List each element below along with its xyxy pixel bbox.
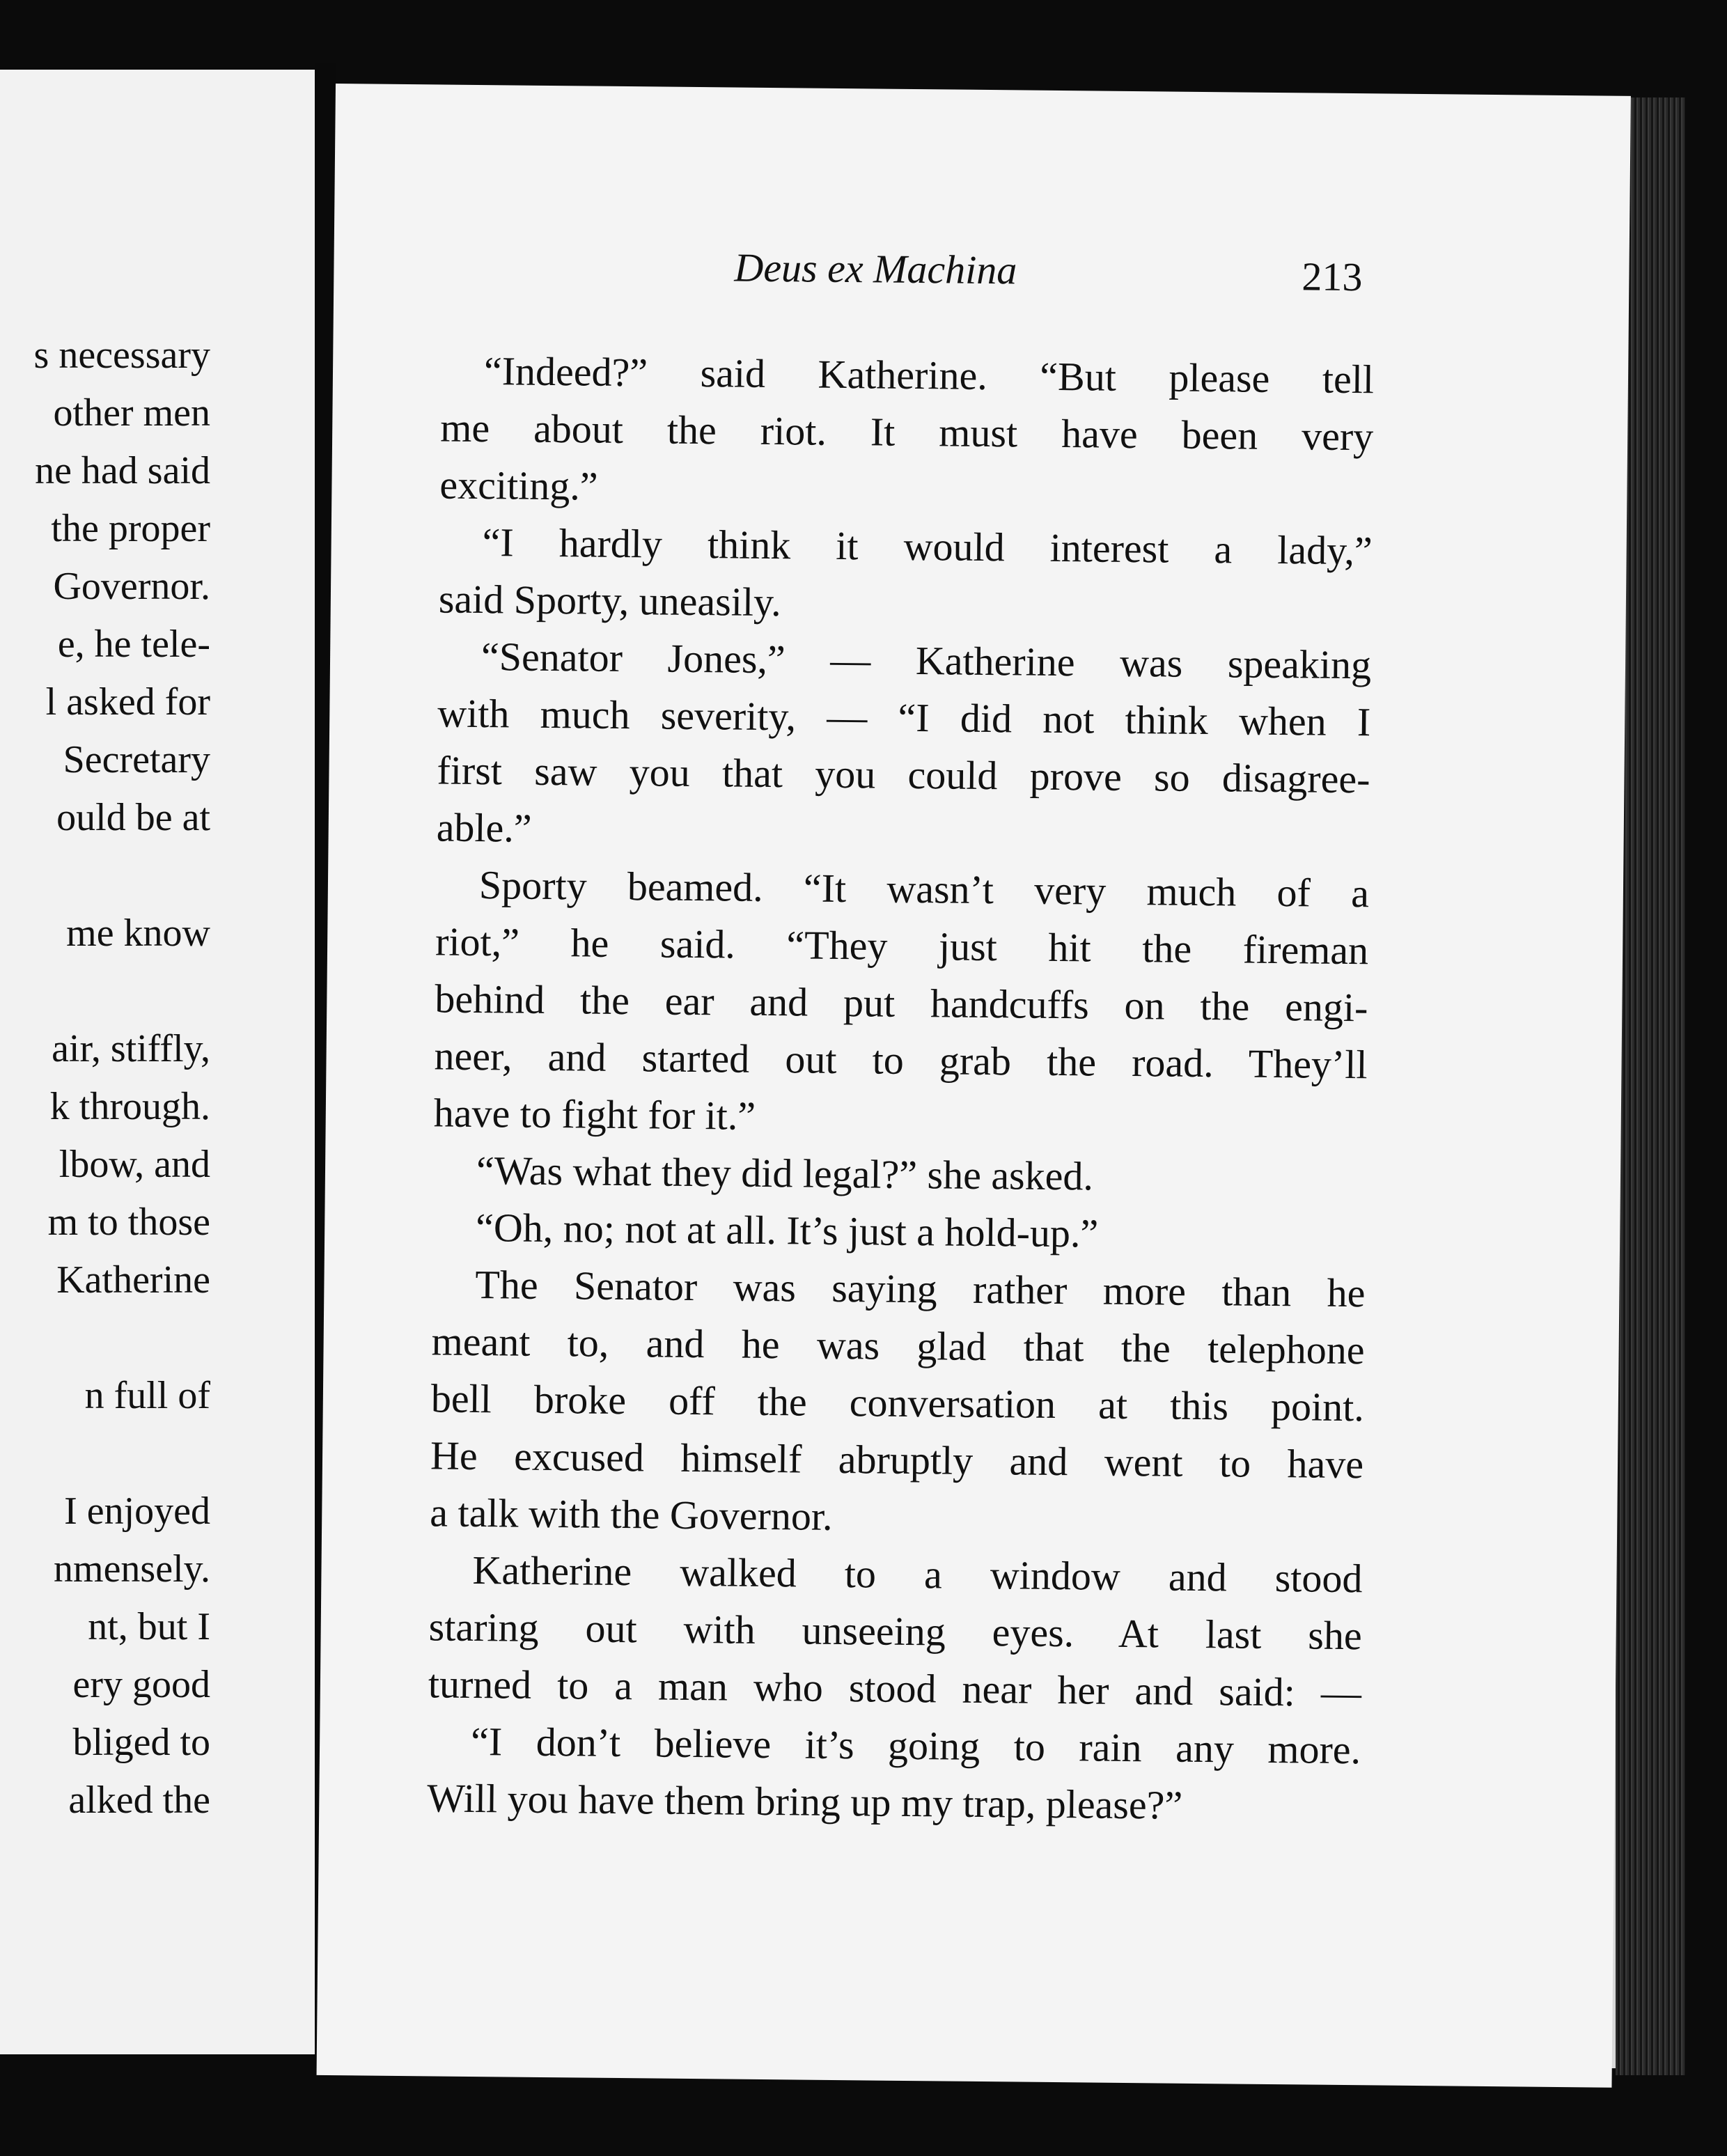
text-line: “Oh, no; not at all. It’s just a hold-up.” [475,1205,1099,1256]
left-page-line: Governor. [53,565,210,608]
text-line: behind the ear and put handcuffs on the engi- [435,976,1368,1031]
text-line: riot,” he said. “They just hit the fireman [435,919,1369,974]
text-line: said Sporty, uneasily. [438,576,782,625]
left-page-line: I enjoyed [64,1490,210,1533]
left-page-line: k through. [49,1085,210,1128]
text-line: with much severity, — “I did not think when I [437,690,1371,745]
left-page-line: nmensely. [54,1547,210,1591]
text-line: staring out with unseeing eyes. At last she [428,1604,1362,1659]
text-line: “I don’t believe it’s going to rain any more. [470,1718,1361,1773]
text-line: The Senator was saying rather more than he [475,1262,1366,1316]
left-page-line: air, stiffly, [52,1027,210,1070]
left-page-line: me know [66,912,210,955]
left-page-line: lbow, and [58,1143,210,1186]
page-number: 213 [1302,253,1363,300]
left-page-line: ery good [72,1663,210,1706]
text-line: able.” [436,804,532,851]
left-page-line: ne had said [35,449,210,492]
text-line: exciting.” [439,462,598,509]
text-line: He excused himself abruptly and went to have [430,1432,1364,1487]
left-page-line: m to those [47,1201,210,1244]
text-line: turned to a man who stood near her and said: — [428,1661,1362,1716]
left-page-line: Katherine [56,1258,210,1302]
text-line: me about the riot. It must have been very [439,405,1374,460]
text-line: first saw you that you could prove so disagree- [437,747,1370,802]
left-page-line: n full of [84,1374,210,1417]
left-page-line: l asked for [45,680,210,724]
left-page-line: ould be at [56,796,210,839]
text-line: have to fight for it.” [433,1090,756,1139]
text-line: bell broke off the conversation at this point. [430,1375,1365,1430]
right-page [317,84,1631,2088]
text-line: meant to, and he was glad that the telephone [431,1318,1365,1373]
text-line: Will you have them bring up my trap, please?” [427,1775,1183,1828]
text-line: “Indeed?” said Katherine. “But please tell [483,348,1375,403]
text-line: “Was what they did legal?” she asked. [476,1148,1094,1199]
text-line: a talk with the Governor. [429,1490,833,1539]
left-page-line: the proper [51,507,210,550]
text-line: neer, and started out to grab the road. They’ll [434,1033,1368,1088]
left-page-line: bliged to [72,1721,210,1764]
left-page-line: alked the [68,1779,210,1822]
left-page-line: Secretary [63,738,210,781]
text-line: “I hardly think it would interest a lady,” [482,520,1373,574]
left-page-line: s necessary [33,334,210,377]
left-page-line: e, he tele- [57,623,210,666]
text-line: Sporty beamed. “It wasn’t very much of a [478,862,1370,916]
left-page [0,70,315,2054]
running-head: Deus ex Machina [734,244,1017,293]
left-page-line: nt, but I [88,1605,210,1648]
left-page-line: other men [53,391,210,435]
text-line: “Senator Jones,” — Katherine was speaking [480,634,1372,688]
text-line: Katherine walked to a window and stood [472,1547,1363,1602]
